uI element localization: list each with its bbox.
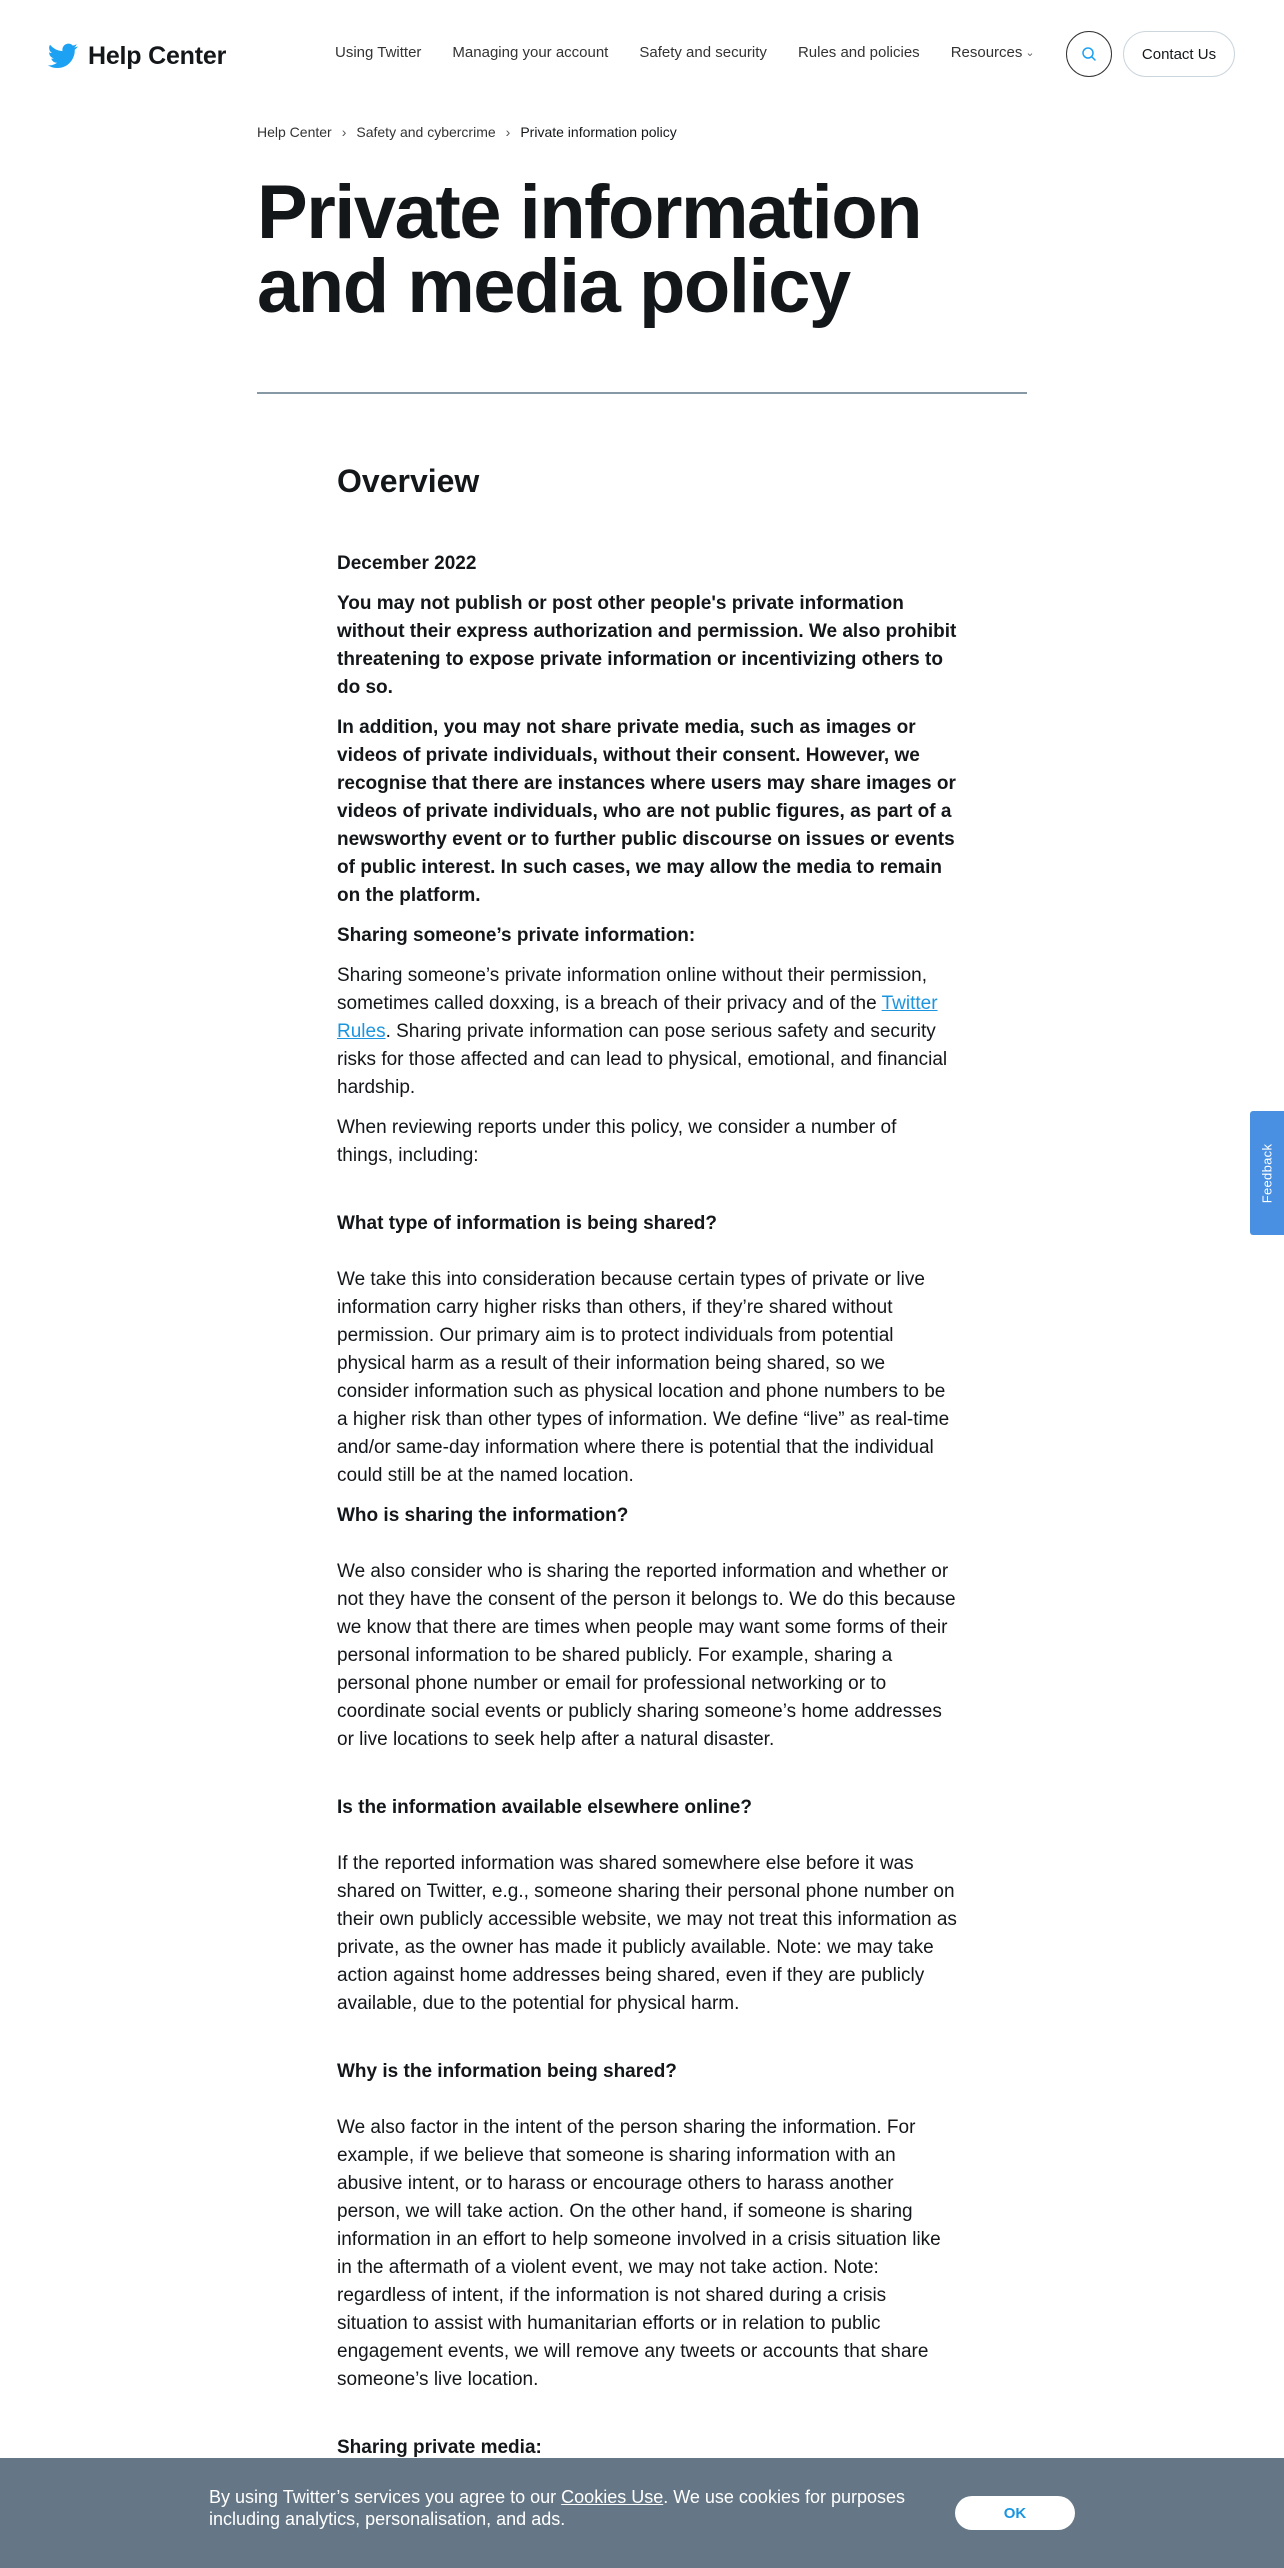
page-title-line1: Private information [257,170,922,255]
policy-date: December 2022 [337,553,477,574]
nav-using-twitter[interactable]: Using Twitter [335,44,422,61]
cookie-message [209,2486,929,2530]
question-who-is-sharing: Who is sharing the information? [337,1505,629,1526]
nav-resources[interactable] [951,44,1035,61]
overview-heading: Overview [337,463,480,499]
nav-safety-security[interactable]: Safety and security [639,44,767,61]
intro-paragraph-1: You may not publish or post other people's private information without their express authorization and permission. We also prohibit threatening to expose private information or incentivizing others to do so. [337,593,957,698]
page-title [257,170,1037,329]
page-title-line2: and media policy [257,244,850,329]
intro-paragraph-2: In addition, you may not share private media, such as images or videos of private individuals, without their consent. However, we recognise that there are instances where users may share images or videos of private individuals, who are not public figures, as part of a newsworthy event or to further public discourse on issues or events of public interest. In such cases, we may allow the media to remain on the platform. [337,717,956,906]
nav-managing-account[interactable]: Managing your account [452,44,609,61]
cookie-ok-button[interactable]: OK [955,2496,1075,2530]
chevron-right-icon: › [341,124,347,140]
nav-rules-policies[interactable]: Rules and policies [797,44,920,61]
search-icon [1081,46,1097,62]
main-nav [335,44,1066,61]
answer-why-shared: We also factor in the intent of the person sharing the information. For example, if we believe that someone is sharing information with an abusive intent, or to harass or encourage others to harass another person, we will take action. On the other hand, if someone is sharing information in an effort to help someone involved in a crisis situation like in the aftermath of a violent event, we may not take action. Note: regardless of intent, if the information is not shared during a crisis situation to assist with humanitarian efforts or in relation to public engagement events, we will remove any tweets or accounts that share someone’s live location. [337,2117,941,2390]
brand[interactable] [48,36,226,76]
answer-who-is-sharing: We also consider who is sharing the reported information and whether or not they have the consent of the person it belongs to. We do this because we know that there are times when people may want some forms of their personal information to be shared publicly. For example, sharing a personal phone number or email for professional networking or to coordinate social events or publicly sharing someone’s home addresses or live locations to seek help after a natural disaster. [337,1561,956,1750]
site-header [0,0,1284,110]
breadcrumb-help-center[interactable]: Help Center [257,124,332,140]
paragraph-doxxing [337,962,957,1102]
cookie-message-end: . We use cookies for purposes including analytics, personalisation, and ads. [209,2487,906,2529]
paragraph-doxxing-start: Sharing someone’s private information online without their permission, sometimes called doxxing, is a breach of their privacy and of the [337,965,928,1014]
brand-title: Help Center [88,41,227,70]
paragraph-reviewing-reports: When reviewing reports under this policy, we consider a number of things, including: [337,1117,897,1166]
chevron-right-icon: › [505,124,511,140]
cookies-use-link[interactable]: Cookies Use [561,2487,664,2507]
twitter-bird-icon [48,43,78,69]
title-divider [257,392,1027,394]
twitter-rules-link[interactable]: Twitter Rules [337,993,938,1042]
feedback-tab[interactable] [1250,1111,1284,1235]
answer-available-elsewhere: If the reported information was shared somewhere else before it was shared on Twitter, e.g., someone sharing their personal phone number on their own publicly accessible website, we may not treat this information as private, as the owner has made it publicly available. Note: we may take action against home addresses being shared, even if they are publicly available, due to the potential for physical harm. [337,1853,957,2014]
article-content [337,455,957,2462]
chevron-down-icon: ⌄ [1025,47,1035,59]
paragraph-doxxing-end: . Sharing private information can pose serious safety and security risks for those affected and can lead to physical, emotional, and financial hardship. [337,1021,948,1098]
nav-resources-label: Resources [950,44,1023,61]
subheading-private-information: Sharing someone’s private information: [337,925,696,946]
breadcrumb-current: Private information policy [520,124,677,140]
cookie-banner [0,2458,1284,2568]
cookie-message-start: By using Twitter’s services you agree to our [209,2487,562,2507]
question-available-elsewhere: Is the information available elsewhere online? [337,1797,752,1818]
question-why-shared: Why is the information being shared? [337,2061,677,2082]
answer-type-of-information: We take this into consideration because certain types of private or live information carry higher risks than others, if they’re shared without permission. Our primary aim is to protect individuals from potential physical harm as a result of their information being shared, so we consider information such as physical location and phone numbers to be a higher risk than other types of information. We define “live” as real-time and/or same-day information where there is potential that the individual could still be at the named location. [337,1269,950,1486]
contact-us-button[interactable]: Contact Us [1123,31,1235,77]
subheading-private-media: Sharing private media: [337,2437,542,2458]
search-button[interactable] [1066,31,1112,77]
feedback-label: Feedback [1259,1143,1275,1203]
question-type-of-information: What type of information is being shared? [337,1213,718,1234]
breadcrumb-safety-cybercrime[interactable]: Safety and cybercrime [356,124,496,140]
breadcrumb [257,124,677,140]
